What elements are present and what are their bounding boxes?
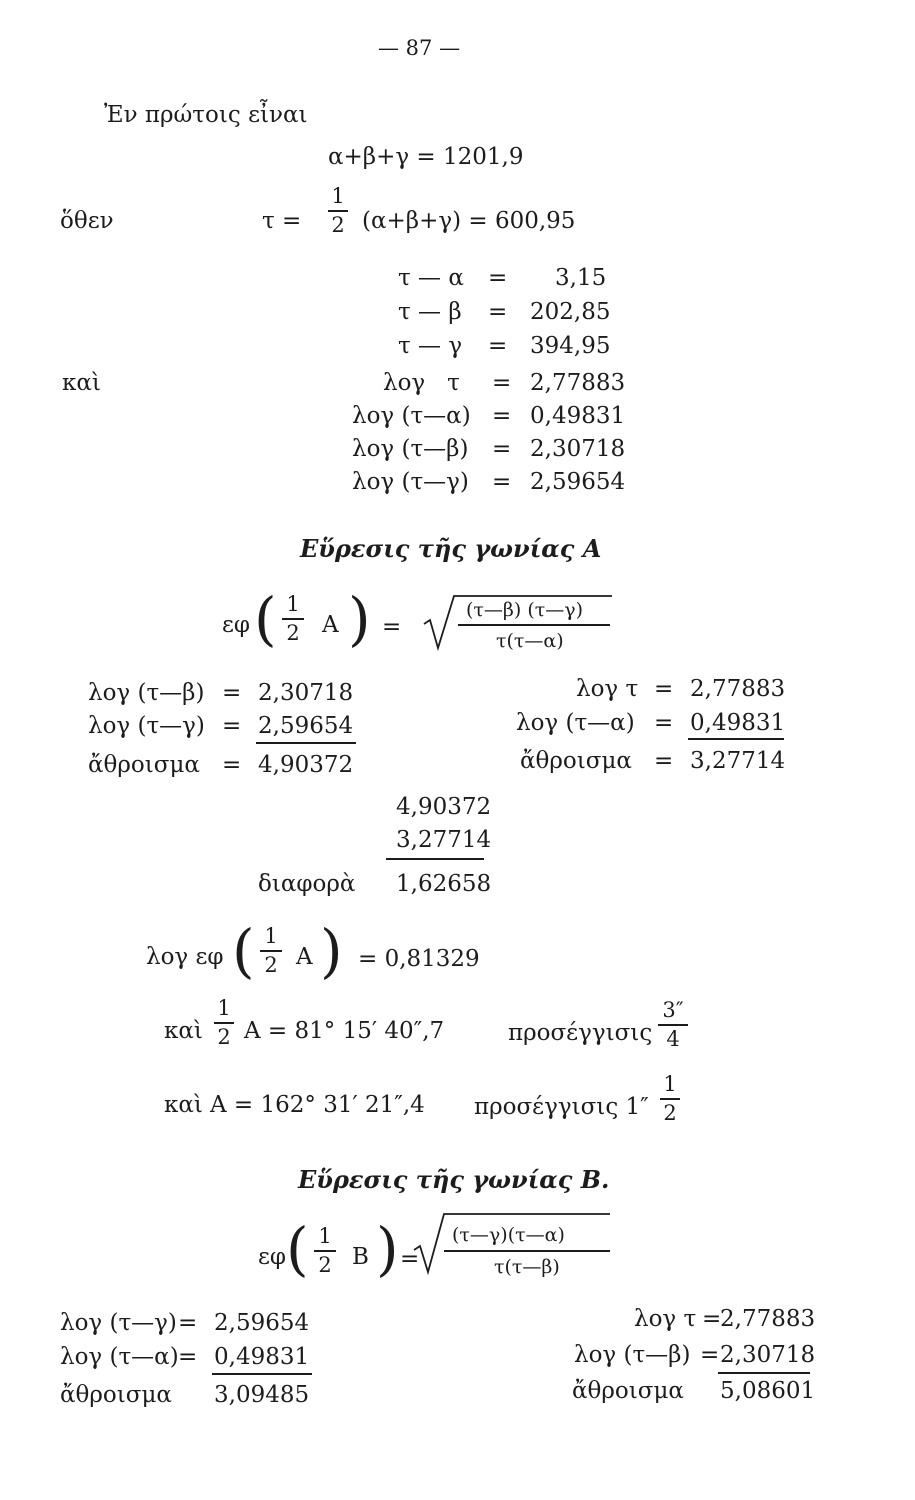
radicand-fraction-bar xyxy=(444,1250,610,1252)
tau-lead: ὅθεν xyxy=(60,208,114,234)
fraction-bar xyxy=(660,1098,680,1100)
diff-value: 394,95 xyxy=(530,333,611,359)
left-log-value: 2,30718 xyxy=(258,680,354,706)
left-log-value: 0,49831 xyxy=(214,1344,310,1370)
difference-label: διαφορὰ xyxy=(258,871,356,897)
diff-lhs: τ — γ xyxy=(398,333,463,359)
right-log-value: 2,77883 xyxy=(690,676,786,702)
tau-half-fraction xyxy=(328,186,348,236)
diff-value: 202,85 xyxy=(530,299,611,325)
log-lhs: λογ (τ—γ) xyxy=(352,469,469,495)
sum-rule xyxy=(718,1372,810,1374)
left-log-value: 2,59654 xyxy=(258,713,354,739)
diff-value: 3,15 xyxy=(555,265,607,291)
half-fraction xyxy=(282,594,304,644)
left-sum-value: 4,90372 xyxy=(258,752,354,778)
subtraction-subtrahend: 3,27714 xyxy=(396,827,492,853)
log-tan-label: λογ εφ xyxy=(146,944,224,970)
fraction-numerator: 1 xyxy=(663,1072,677,1096)
section-b-title: Εὕρεσις τῆς γωνίας Β. xyxy=(298,1165,610,1194)
log-value: 0,49831 xyxy=(530,403,626,429)
fraction-bar xyxy=(314,1250,336,1252)
log-tan-value: = 0,81329 xyxy=(358,946,480,972)
log-lhs: λογ (τ—β) xyxy=(352,436,469,462)
diff-eq: = xyxy=(488,265,508,291)
approximation-label: προσέγγισις xyxy=(508,1020,653,1046)
left-log-lhs: λογ (τ—α) xyxy=(60,1344,179,1370)
right-log-lhs: λογ τ xyxy=(576,676,639,702)
left-sum-value: 3,09485 xyxy=(214,1382,310,1408)
sum-rule xyxy=(212,1373,312,1375)
approximation-fraction xyxy=(658,1000,688,1050)
equals-sign: = xyxy=(382,614,402,640)
log-value: 2,59654 xyxy=(530,469,626,495)
logs-lead: καὶ xyxy=(62,370,101,396)
subtraction-minuend: 4,90372 xyxy=(396,794,492,820)
approximation-label: προσέγγισις 1″ xyxy=(474,1094,649,1120)
half-angle-value: Α = 81° 15′ 40″,7 xyxy=(244,1018,445,1044)
difference-value: 1,62658 xyxy=(396,871,492,897)
tan-label: εφ xyxy=(222,612,251,638)
half-angle-lead: καὶ xyxy=(164,1018,203,1044)
right-paren: ) xyxy=(348,585,371,653)
log-value: 2,30718 xyxy=(530,436,626,462)
right-log-eq: = xyxy=(700,1342,720,1368)
diff-lhs: τ — α xyxy=(398,265,464,291)
right-sum-lhs: ἄθροισμα xyxy=(572,1378,684,1404)
left-sum-lhs: ἄθροισμα xyxy=(60,1382,172,1408)
fraction-numerator: 1 xyxy=(286,592,300,616)
fraction-bar xyxy=(328,210,348,212)
right-log-eq: = xyxy=(654,676,674,702)
left-paren: ( xyxy=(286,1215,309,1283)
fraction-numerator: 1 xyxy=(264,924,278,948)
half-fraction xyxy=(214,998,234,1048)
left-log-eq: = xyxy=(222,680,242,706)
left-log-lhs: λογ (τ—β) xyxy=(88,680,205,706)
fraction-bar xyxy=(658,1024,688,1026)
fraction-numerator: 1 xyxy=(217,996,231,1020)
right-sum-value: 3,27714 xyxy=(690,748,786,774)
fraction-denominator: 2 xyxy=(331,212,345,237)
right-log-value: 0,49831 xyxy=(690,710,786,736)
right-log-value: 2,30718 xyxy=(720,1342,816,1368)
tau-lhs: τ = xyxy=(262,208,302,234)
right-log-eq: = xyxy=(702,1306,722,1332)
sum-rule xyxy=(256,742,356,744)
radicand-numerator: (τ—γ)(τ—α) xyxy=(452,1224,565,1246)
fraction-numerator: 1 xyxy=(318,1224,332,1248)
approximation-fraction xyxy=(660,1074,680,1124)
left-sum-lhs: ἄθροισμα xyxy=(88,752,200,778)
fraction-numerator: 1 xyxy=(331,184,345,208)
angle-symbol: Α xyxy=(296,944,313,970)
fraction-denominator: 2 xyxy=(318,1252,332,1277)
sum-equation: α+β+γ = 1201,9 xyxy=(328,144,524,170)
full-angle-value: Α = 162° 31′ 21″,4 xyxy=(210,1092,425,1118)
angle-symbol: Β xyxy=(352,1244,369,1270)
left-log-lhs: λογ (τ—γ) xyxy=(88,713,205,739)
page-number: — 87 — xyxy=(378,36,461,60)
fraction-denominator: 2 xyxy=(663,1100,677,1125)
log-lhs: λογ (τ—α) xyxy=(352,403,471,429)
log-lhs: λογ τ xyxy=(383,370,460,396)
log-eq: = xyxy=(492,370,512,396)
diff-eq: = xyxy=(488,299,508,325)
right-sum-eq: = xyxy=(654,748,674,774)
radicand-fraction-bar xyxy=(458,624,610,626)
log-eq: = xyxy=(492,469,512,495)
fraction-denominator: 2 xyxy=(264,952,278,977)
radicand-numerator: (τ—β) (τ—γ) xyxy=(466,599,584,621)
left-paren: ( xyxy=(254,585,277,653)
right-log-value: 2,77883 xyxy=(720,1306,816,1332)
tau-rhs: (α+β+γ) = 600,95 xyxy=(362,208,576,234)
angle-symbol: Α xyxy=(322,612,339,638)
sum-rule xyxy=(688,738,784,740)
right-paren: ) xyxy=(376,1215,399,1283)
diff-lhs: τ — β xyxy=(398,299,462,325)
right-log-lhs: λογ (τ—β) xyxy=(574,1342,691,1368)
section-a-title: Εὕρεσις τῆς γωνίας Α xyxy=(300,534,602,563)
fraction-numerator: 3″ xyxy=(662,998,684,1022)
right-log-eq: = xyxy=(654,710,674,736)
left-log-eq: = xyxy=(222,713,242,739)
fraction-denominator: 2 xyxy=(286,620,300,645)
full-angle-lead: καὶ xyxy=(164,1092,203,1118)
log-eq: = xyxy=(492,436,512,462)
left-log-lhs: λογ (τ—γ) xyxy=(60,1310,177,1336)
fraction-bar xyxy=(260,950,282,952)
right-log-lhs: λογ (τ—α) xyxy=(516,710,635,736)
intro-text: Ἐν πρώτοις εἶναι xyxy=(104,102,308,128)
right-log-lhs: λογ τ xyxy=(634,1306,697,1332)
log-eq: = xyxy=(492,403,512,429)
fraction-bar xyxy=(214,1022,234,1024)
tan-label: εφ xyxy=(258,1244,287,1270)
equals-sign: = xyxy=(400,1246,420,1272)
subtraction-rule xyxy=(386,858,484,860)
left-sum-eq: = xyxy=(222,752,242,778)
fraction-denominator: 4 xyxy=(666,1026,680,1051)
left-log-eq: = xyxy=(178,1310,198,1336)
right-sum-lhs: ἄθροισμα xyxy=(520,748,632,774)
left-log-value: 2,59654 xyxy=(214,1310,310,1336)
left-log-eq: = xyxy=(178,1344,198,1370)
right-sum-value: 5,08601 xyxy=(720,1378,816,1404)
half-fraction xyxy=(260,926,282,976)
radicand-denominator: τ(τ—β) xyxy=(494,1256,560,1278)
half-fraction xyxy=(314,1226,336,1276)
diff-eq: = xyxy=(488,333,508,359)
log-value: 2,77883 xyxy=(530,370,626,396)
radicand-denominator: τ(τ—α) xyxy=(496,630,564,652)
fraction-denominator: 2 xyxy=(217,1024,231,1049)
left-paren: ( xyxy=(232,917,255,985)
right-paren: ) xyxy=(320,917,343,985)
fraction-bar xyxy=(282,618,304,620)
